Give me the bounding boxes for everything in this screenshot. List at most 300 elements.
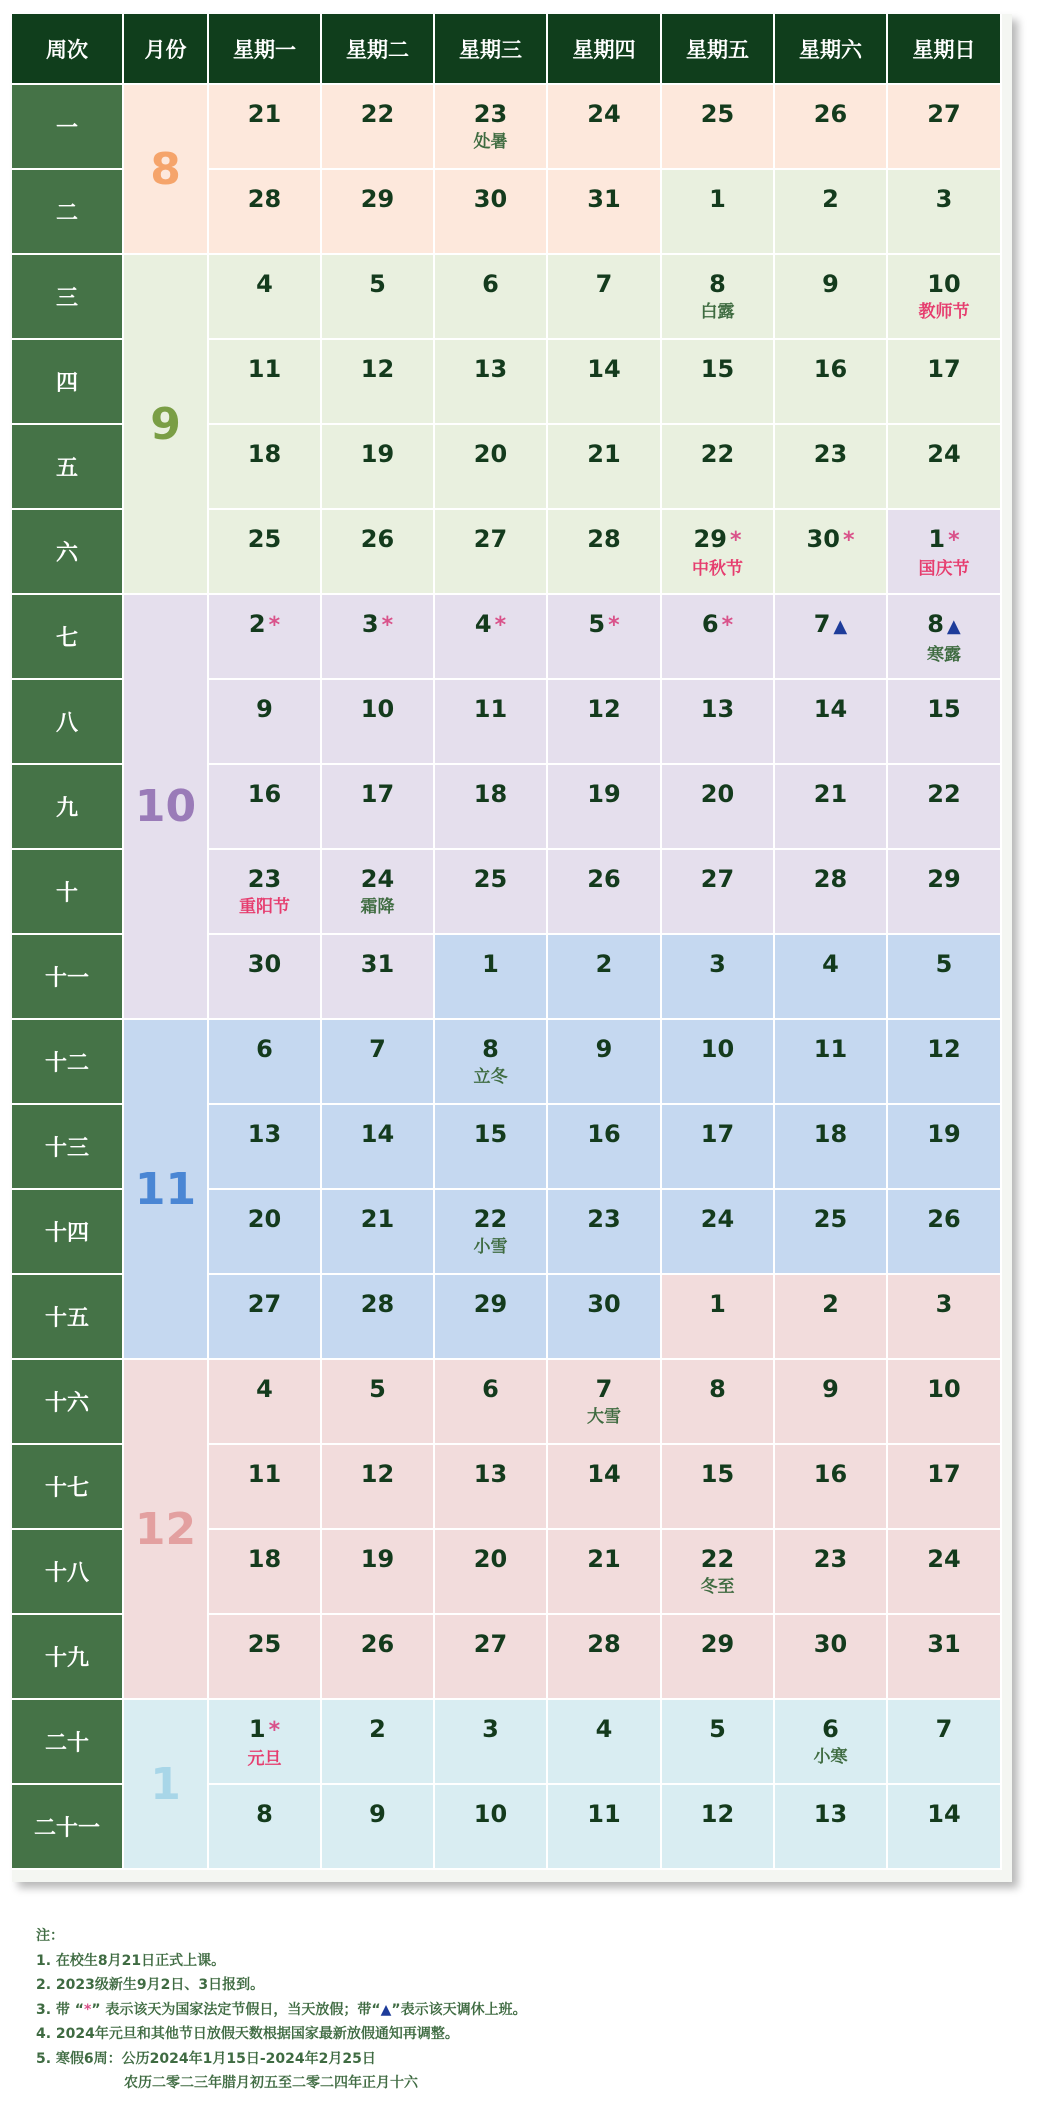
day-number: [775, 1289, 886, 1319]
day-number-text: 17: [927, 355, 961, 383]
day-number-text: 14: [587, 355, 621, 383]
day-number-text: 30: [806, 525, 840, 553]
day-cell: [775, 1785, 888, 1870]
day-number-text: 20: [473, 440, 508, 468]
day-cell: [322, 1785, 435, 1870]
day-number: [435, 779, 546, 809]
day-number: [548, 694, 660, 724]
day-number-text: 10: [473, 1800, 508, 1828]
week-column-header: 周次: [12, 14, 124, 85]
day-number-text: 3: [935, 185, 953, 213]
day-cell: [548, 1105, 662, 1190]
notes-title: 注：: [36, 1928, 64, 1944]
day-cell: [322, 510, 435, 595]
day-number-text: 22: [473, 1205, 508, 1233]
day-number: [322, 1119, 433, 1149]
day-number-text: 13: [247, 1120, 282, 1148]
day-cell: [322, 255, 435, 340]
day-number: [322, 1714, 433, 1744]
day-cell: [888, 680, 1002, 765]
note-line-4: 4. 2024年元旦和其他节日放假天数根据国家最新放假通知再调整。: [36, 2026, 459, 2042]
day-number-text: 2: [369, 1715, 386, 1743]
day-cell: [435, 425, 548, 510]
day-number-text: 15: [700, 1460, 735, 1488]
day-cell: [322, 425, 435, 510]
day-number-text: 8: [482, 1035, 499, 1063]
day-number: [435, 1544, 546, 1574]
day-number-text: 20: [700, 780, 735, 808]
solar-term-label: 处暑: [473, 132, 508, 152]
day-cell: [322, 1020, 435, 1105]
day-number-text: 28: [360, 1290, 395, 1318]
day-number-text: 7: [595, 270, 613, 298]
day-number: [775, 1629, 886, 1659]
day-number: [775, 609, 886, 642]
day-number: [548, 269, 660, 299]
day-number-text: 16: [587, 1120, 621, 1148]
day-number-text: 7: [813, 610, 831, 638]
day-number-text: 11: [473, 695, 508, 723]
day-cell: [888, 170, 1002, 255]
day-number-text: 13: [700, 695, 735, 723]
day-header-thursday: 星期四: [548, 14, 662, 85]
day-number-text: 15: [927, 695, 961, 723]
day-number: [322, 524, 433, 554]
day-number: [662, 1799, 773, 1829]
day-number-text: 20: [473, 1545, 508, 1573]
day-number: [548, 864, 660, 894]
day-number-text: 9: [595, 1035, 613, 1063]
day-number: [775, 184, 886, 214]
day-cell: [662, 850, 775, 935]
day-number-text: 27: [473, 525, 508, 553]
day-number-text: 9: [256, 695, 273, 723]
day-number: [888, 609, 1000, 642]
day-number: [888, 1544, 1000, 1574]
day-number: [888, 779, 1000, 809]
day-number: [888, 1799, 1000, 1829]
day-cell: [548, 1700, 662, 1785]
day-number: [435, 1799, 546, 1829]
school-calendar-table: [12, 14, 1002, 1870]
day-number: [209, 1459, 320, 1489]
day-header-saturday: 星期六: [775, 14, 888, 85]
day-number-text: 7: [935, 1715, 953, 1743]
day-number-text: 28: [587, 1630, 621, 1658]
week-number-cell: 二十一: [12, 1785, 124, 1870]
day-number: [548, 779, 660, 809]
day-cell: [662, 595, 775, 680]
day-number-text: 27: [700, 865, 735, 893]
day-number-text: 17: [700, 1120, 735, 1148]
day-number-text: 18: [247, 440, 282, 468]
day-number: [435, 99, 546, 129]
day-number-text: 22: [927, 780, 961, 808]
day-number: [209, 1799, 320, 1829]
day-cell: [435, 1190, 548, 1275]
day-cell: [662, 1360, 775, 1445]
day-number-text: 29: [693, 525, 727, 553]
note-line-3-b: ” 表示该天为国家法定节假日，当天放假；带“: [91, 2001, 381, 2018]
month-label-cell: 10: [124, 595, 209, 1020]
day-number-text: 19: [927, 1120, 961, 1148]
day-number-text: 27: [247, 1290, 282, 1318]
day-cell: [322, 765, 435, 850]
day-cell: [209, 1615, 322, 1700]
notes-section: [36, 1924, 996, 2096]
day-number: [888, 354, 1000, 384]
day-number: [662, 779, 773, 809]
day-cell: [548, 510, 662, 595]
day-number: [775, 949, 886, 979]
day-number: [209, 864, 320, 894]
day-number: [209, 1119, 320, 1149]
day-number: [888, 864, 1000, 894]
day-cell: [888, 255, 1002, 340]
day-cell: [888, 1445, 1002, 1530]
day-number-text: 18: [247, 1545, 282, 1573]
day-cell: [888, 1360, 1002, 1445]
day-cell: [548, 85, 662, 170]
holiday-star-icon: *: [268, 1718, 281, 1743]
day-cell: [435, 170, 548, 255]
day-cell: [662, 1190, 775, 1275]
day-cell: [435, 85, 548, 170]
day-number: [548, 1714, 660, 1744]
day-number: [662, 1374, 773, 1404]
day-cell: [322, 850, 435, 935]
day-cell: [322, 1530, 435, 1615]
calendar-body: [12, 85, 1002, 1870]
day-cell: [209, 1530, 322, 1615]
week-number-cell: 二十: [12, 1700, 124, 1785]
day-number: [548, 1034, 660, 1064]
month-label-cell: 1: [124, 1700, 209, 1870]
day-number-text: 1: [709, 185, 726, 213]
day-cell: [662, 510, 775, 595]
solar-term-label: 大雪: [587, 1407, 621, 1427]
day-number: [209, 1034, 320, 1064]
day-number: [775, 1119, 886, 1149]
day-number: [548, 1544, 660, 1574]
day-number: [662, 1119, 773, 1149]
workday-triangle-icon: ▲: [380, 2001, 392, 2018]
day-cell: [662, 170, 775, 255]
day-number-text: 24: [587, 100, 621, 128]
day-number: [548, 99, 660, 129]
day-number: [322, 1034, 433, 1064]
day-number-text: 14: [360, 1120, 395, 1148]
day-cell: [888, 1105, 1002, 1190]
day-number: [435, 1629, 546, 1659]
day-number: [888, 1714, 1000, 1744]
day-number-text: 10: [360, 695, 395, 723]
day-number: [548, 1799, 660, 1829]
day-number-text: 26: [813, 100, 848, 128]
week-row: [12, 255, 1002, 340]
day-number: [662, 354, 773, 384]
day-number-text: 12: [360, 1460, 395, 1488]
day-number-text: 6: [822, 1715, 839, 1743]
day-cell: [435, 1785, 548, 1870]
festival-label: 重阳节: [239, 897, 290, 917]
day-number-text: 2: [822, 185, 839, 213]
day-number: [322, 439, 433, 469]
day-cell: [435, 1445, 548, 1530]
day-cell: [662, 85, 775, 170]
day-number: [322, 1544, 433, 1574]
day-number: [435, 354, 546, 384]
day-number: [888, 524, 1000, 556]
day-number: [548, 439, 660, 469]
month-label-cell: 12: [124, 1360, 209, 1700]
day-cell: [548, 1020, 662, 1105]
day-number-text: 5: [935, 950, 953, 978]
day-number: [775, 1459, 886, 1489]
day-cell: [662, 1700, 775, 1785]
week-row: [12, 595, 1002, 680]
day-cell: [209, 1275, 322, 1360]
day-number: [662, 694, 773, 724]
day-number-text: 14: [927, 1800, 961, 1828]
day-number: [209, 609, 320, 641]
day-cell: [548, 765, 662, 850]
day-number-text: 12: [360, 355, 395, 383]
day-cell: [662, 1275, 775, 1360]
day-number: [435, 864, 546, 894]
day-cell: [435, 255, 548, 340]
day-number-text: 23: [473, 100, 508, 128]
day-number: [548, 184, 660, 214]
day-number-text: 6: [701, 610, 719, 638]
day-number-text: 22: [700, 440, 735, 468]
day-cell: [209, 680, 322, 765]
week-number-cell: 十五: [12, 1275, 124, 1360]
day-number-text: 1: [928, 525, 946, 553]
day-cell: [322, 170, 435, 255]
day-cell: [888, 1275, 1002, 1360]
day-number-text: 10: [927, 1375, 961, 1403]
day-cell: [888, 765, 1002, 850]
day-cell: [662, 1445, 775, 1530]
day-number-text: 8: [709, 270, 726, 298]
day-cell: [888, 850, 1002, 935]
day-number: [662, 1204, 773, 1234]
day-cell: [435, 340, 548, 425]
day-number-text: 21: [587, 440, 621, 468]
day-number: [209, 184, 320, 214]
day-number: [775, 1374, 886, 1404]
week-number-cell: 六: [12, 510, 124, 595]
day-number: [435, 694, 546, 724]
day-number: [209, 779, 320, 809]
day-number-text: 11: [247, 1460, 282, 1488]
day-number: [548, 354, 660, 384]
day-cell: [662, 765, 775, 850]
day-cell: [435, 595, 548, 680]
holiday-star-icon: *: [494, 613, 507, 638]
week-number-cell: 九: [12, 765, 124, 850]
day-number-text: 25: [700, 100, 735, 128]
day-cell: [662, 1105, 775, 1190]
day-number: [209, 269, 320, 299]
day-number-text: 13: [473, 355, 508, 383]
day-cell: [548, 255, 662, 340]
day-number-text: 20: [247, 1205, 282, 1233]
day-number-text: 30: [247, 950, 282, 978]
day-number-text: 15: [473, 1120, 508, 1148]
festival-label: 元旦: [247, 1749, 282, 1769]
day-cell: [209, 510, 322, 595]
day-number-text: 29: [927, 865, 961, 893]
day-number-text: 12: [587, 695, 621, 723]
day-cell: [775, 1105, 888, 1190]
day-number: [322, 864, 433, 894]
day-number-text: 5: [588, 610, 606, 638]
day-cell: [662, 425, 775, 510]
day-number: [775, 1544, 886, 1574]
day-cell: [322, 935, 435, 1020]
day-cell: [435, 1105, 548, 1190]
day-cell: [209, 1445, 322, 1530]
day-cell: [888, 1700, 1002, 1785]
day-number: [662, 1034, 773, 1064]
day-number-text: 27: [473, 1630, 508, 1658]
week-number-cell: 十四: [12, 1190, 124, 1275]
day-number-text: 6: [482, 1375, 499, 1403]
month-label-cell: 9: [124, 255, 209, 595]
day-number: [322, 949, 433, 979]
day-header-tuesday: 星期二: [322, 14, 435, 85]
day-number-text: 23: [813, 1545, 848, 1573]
day-cell: [888, 1020, 1002, 1105]
day-number: [322, 354, 433, 384]
day-number: [775, 1204, 886, 1234]
day-number-text: 24: [927, 440, 961, 468]
day-number-text: 28: [813, 865, 848, 893]
day-cell: [435, 1615, 548, 1700]
day-number-text: 28: [247, 185, 282, 213]
day-cell: [775, 850, 888, 935]
day-number: [209, 1289, 320, 1319]
day-number-text: 23: [813, 440, 848, 468]
day-number: [662, 864, 773, 894]
day-cell: [888, 935, 1002, 1020]
month-column-header: 月份: [124, 14, 209, 85]
day-number: [888, 1034, 1000, 1064]
day-number-text: 2: [248, 610, 266, 638]
day-cell: [662, 1020, 775, 1105]
day-number: [322, 1799, 433, 1829]
holiday-star-icon: *: [268, 613, 281, 638]
day-number-text: 3: [482, 1715, 499, 1743]
day-cell: [435, 1360, 548, 1445]
day-number-text: 31: [587, 185, 621, 213]
day-number: [548, 524, 660, 554]
day-number: [775, 99, 886, 129]
day-number: [209, 354, 320, 384]
day-number-text: 6: [256, 1035, 273, 1063]
day-cell: [548, 170, 662, 255]
day-cell: [435, 1020, 548, 1105]
day-number-text: 14: [813, 695, 848, 723]
day-number-text: 19: [360, 1545, 395, 1573]
day-number-text: 26: [927, 1205, 961, 1233]
day-cell: [662, 1530, 775, 1615]
day-number: [435, 184, 546, 214]
day-number: [548, 609, 660, 641]
day-number-text: 26: [360, 525, 395, 553]
holiday-star-icon: *: [721, 613, 734, 638]
day-cell: [322, 1700, 435, 1785]
day-number-text: 7: [595, 1375, 613, 1403]
day-cell: [548, 1275, 662, 1360]
week-number-cell: 八: [12, 680, 124, 765]
day-number-text: 21: [360, 1205, 395, 1233]
day-number-text: 21: [587, 1545, 621, 1573]
day-cell: [775, 425, 888, 510]
day-number: [435, 1204, 546, 1234]
day-number: [209, 1544, 320, 1574]
day-number-text: 21: [247, 100, 282, 128]
week-row: [12, 1020, 1002, 1105]
day-number: [209, 1629, 320, 1659]
day-cell: [775, 1020, 888, 1105]
solar-term-label: 寒露: [927, 645, 961, 665]
week-number-cell: 五: [12, 425, 124, 510]
day-cell: [548, 935, 662, 1020]
day-cell: [888, 595, 1002, 680]
note-line-3-a: 3. 带 “: [36, 2001, 85, 2018]
day-cell: [209, 85, 322, 170]
day-cell: [775, 1360, 888, 1445]
day-cell: [209, 425, 322, 510]
day-number-text: 22: [700, 1545, 735, 1573]
week-number-cell: 十一: [12, 935, 124, 1020]
day-number: [209, 99, 320, 129]
day-number-text: 5: [709, 1715, 726, 1743]
day-number: [435, 1289, 546, 1319]
day-number: [775, 1714, 886, 1744]
day-number: [888, 1459, 1000, 1489]
day-number-text: 10: [700, 1035, 735, 1063]
day-number: [662, 1544, 773, 1574]
day-number-text: 11: [587, 1800, 621, 1828]
day-number-text: 15: [700, 355, 735, 383]
day-cell: [775, 935, 888, 1020]
day-number: [322, 269, 433, 299]
day-cell: [435, 935, 548, 1020]
day-number-text: 19: [360, 440, 395, 468]
day-number-text: 21: [813, 780, 848, 808]
day-number-text: 3: [361, 610, 379, 638]
day-number-text: 16: [247, 780, 282, 808]
day-cell: [322, 680, 435, 765]
note-line-1: 1. 在校生8月21日正式上课。: [36, 1952, 226, 1969]
day-number: [662, 949, 773, 979]
day-number: [322, 779, 433, 809]
week-number-cell: 十九: [12, 1615, 124, 1700]
day-number: [775, 439, 886, 469]
day-cell: [435, 1530, 548, 1615]
day-number: [775, 269, 886, 299]
week-number-cell: 十二: [12, 1020, 124, 1105]
day-number-text: 9: [822, 270, 839, 298]
day-number-text: 29: [473, 1290, 508, 1318]
day-number: [662, 269, 773, 299]
day-number: [435, 1459, 546, 1489]
day-number: [662, 524, 773, 556]
